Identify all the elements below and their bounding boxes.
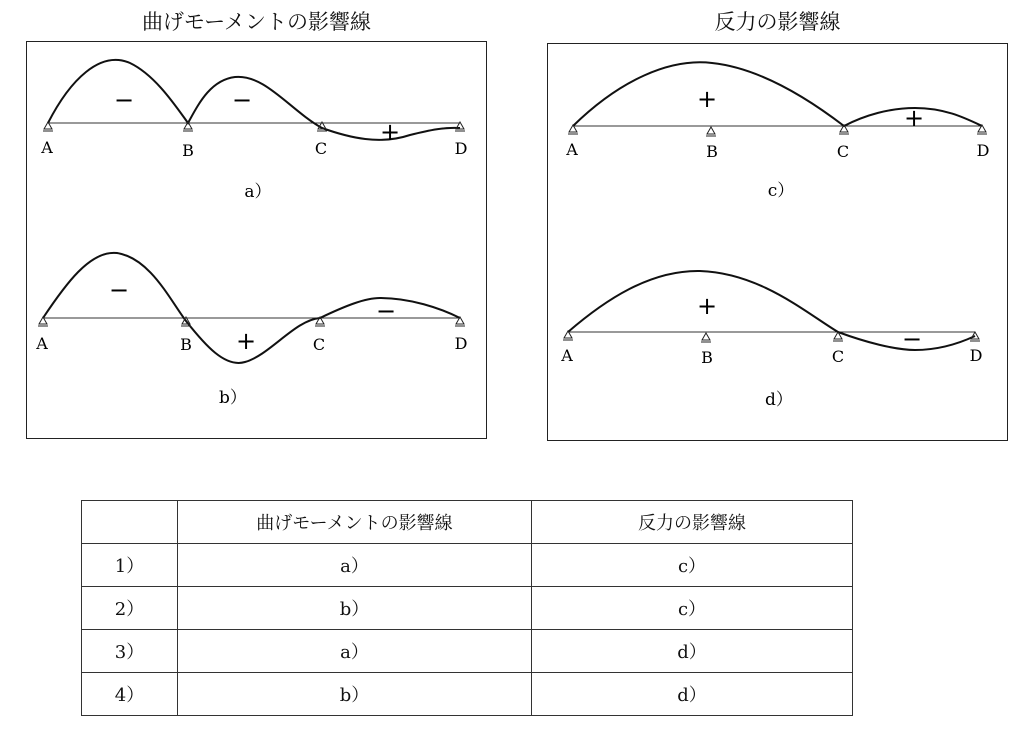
choice-reaction: c） xyxy=(532,587,853,630)
table-row[interactable] xyxy=(82,673,853,716)
case-b-sign-2: + xyxy=(235,327,257,355)
case-a-sign-2: − xyxy=(231,86,253,114)
reaction-panel-title: 反力の影響線 xyxy=(714,10,841,34)
case-c-diagram xyxy=(565,62,989,201)
case-d-support-b-icon xyxy=(701,333,711,342)
choice-number: 2） xyxy=(82,587,178,630)
answer-choices-table xyxy=(81,500,853,716)
case-d-point-c: C xyxy=(831,347,845,366)
case-c-sign-2: + xyxy=(903,104,925,132)
case-c-point-c: C xyxy=(836,142,850,161)
case-c-label: c） xyxy=(767,181,795,201)
case-b-diagram xyxy=(35,253,467,408)
case-d-point-a: A xyxy=(561,346,573,365)
header-reaction: 反力の影響線 xyxy=(532,501,853,544)
case-b-point-c: C xyxy=(312,335,326,354)
case-c-point-b: B xyxy=(706,142,718,161)
case-b-label: b） xyxy=(219,388,247,408)
case-a-label: a） xyxy=(244,182,272,202)
choice-number: 3） xyxy=(82,630,178,673)
case-c-support-b-icon xyxy=(706,127,716,136)
choice-moment: b） xyxy=(178,587,532,630)
case-a-point-b: B xyxy=(182,141,194,160)
case-d-diagram xyxy=(560,271,982,410)
case-b-sign-1: − xyxy=(108,276,130,304)
table-row[interactable] xyxy=(82,630,853,673)
choice-reaction: d） xyxy=(532,630,853,673)
case-d-point-b: B xyxy=(701,348,713,367)
case-a-point-a: A xyxy=(41,138,53,157)
case-c-sign-1: + xyxy=(696,85,718,113)
case-a-point-c: C xyxy=(314,139,328,158)
case-a-point-d: D xyxy=(454,139,468,158)
case-a-diagram xyxy=(40,60,467,202)
case-d-label: d） xyxy=(765,390,793,410)
table-row[interactable] xyxy=(82,544,853,587)
case-a-sign-3: + xyxy=(379,118,401,146)
choice-moment: b） xyxy=(178,673,532,716)
case-b-point-d: D xyxy=(454,334,468,353)
header-blank xyxy=(82,501,178,544)
header-moment: 曲げモーメントの影響線 xyxy=(178,501,532,544)
case-c-point-d: D xyxy=(976,141,990,160)
table-row[interactable] xyxy=(82,587,853,630)
case-d-sign-2: − xyxy=(901,325,923,353)
moment-panel-title: 曲げモーメントの影響線 xyxy=(141,10,372,34)
table-header-row xyxy=(82,501,853,544)
choice-moment: a） xyxy=(178,544,532,587)
case-d-sign-1: + xyxy=(696,292,718,320)
case-b-point-a: A xyxy=(36,334,48,353)
case-a-sign-1: − xyxy=(113,86,135,114)
choice-reaction: d） xyxy=(532,673,853,716)
case-b-point-b: B xyxy=(180,335,192,354)
choice-reaction: c） xyxy=(532,544,853,587)
case-d-point-d: D xyxy=(969,346,983,365)
case-b-sign-3: − xyxy=(375,297,397,325)
case-c-point-a: A xyxy=(566,140,578,159)
choice-number: 1） xyxy=(82,544,178,587)
choice-moment: a） xyxy=(178,630,532,673)
choice-number: 4） xyxy=(82,673,178,716)
